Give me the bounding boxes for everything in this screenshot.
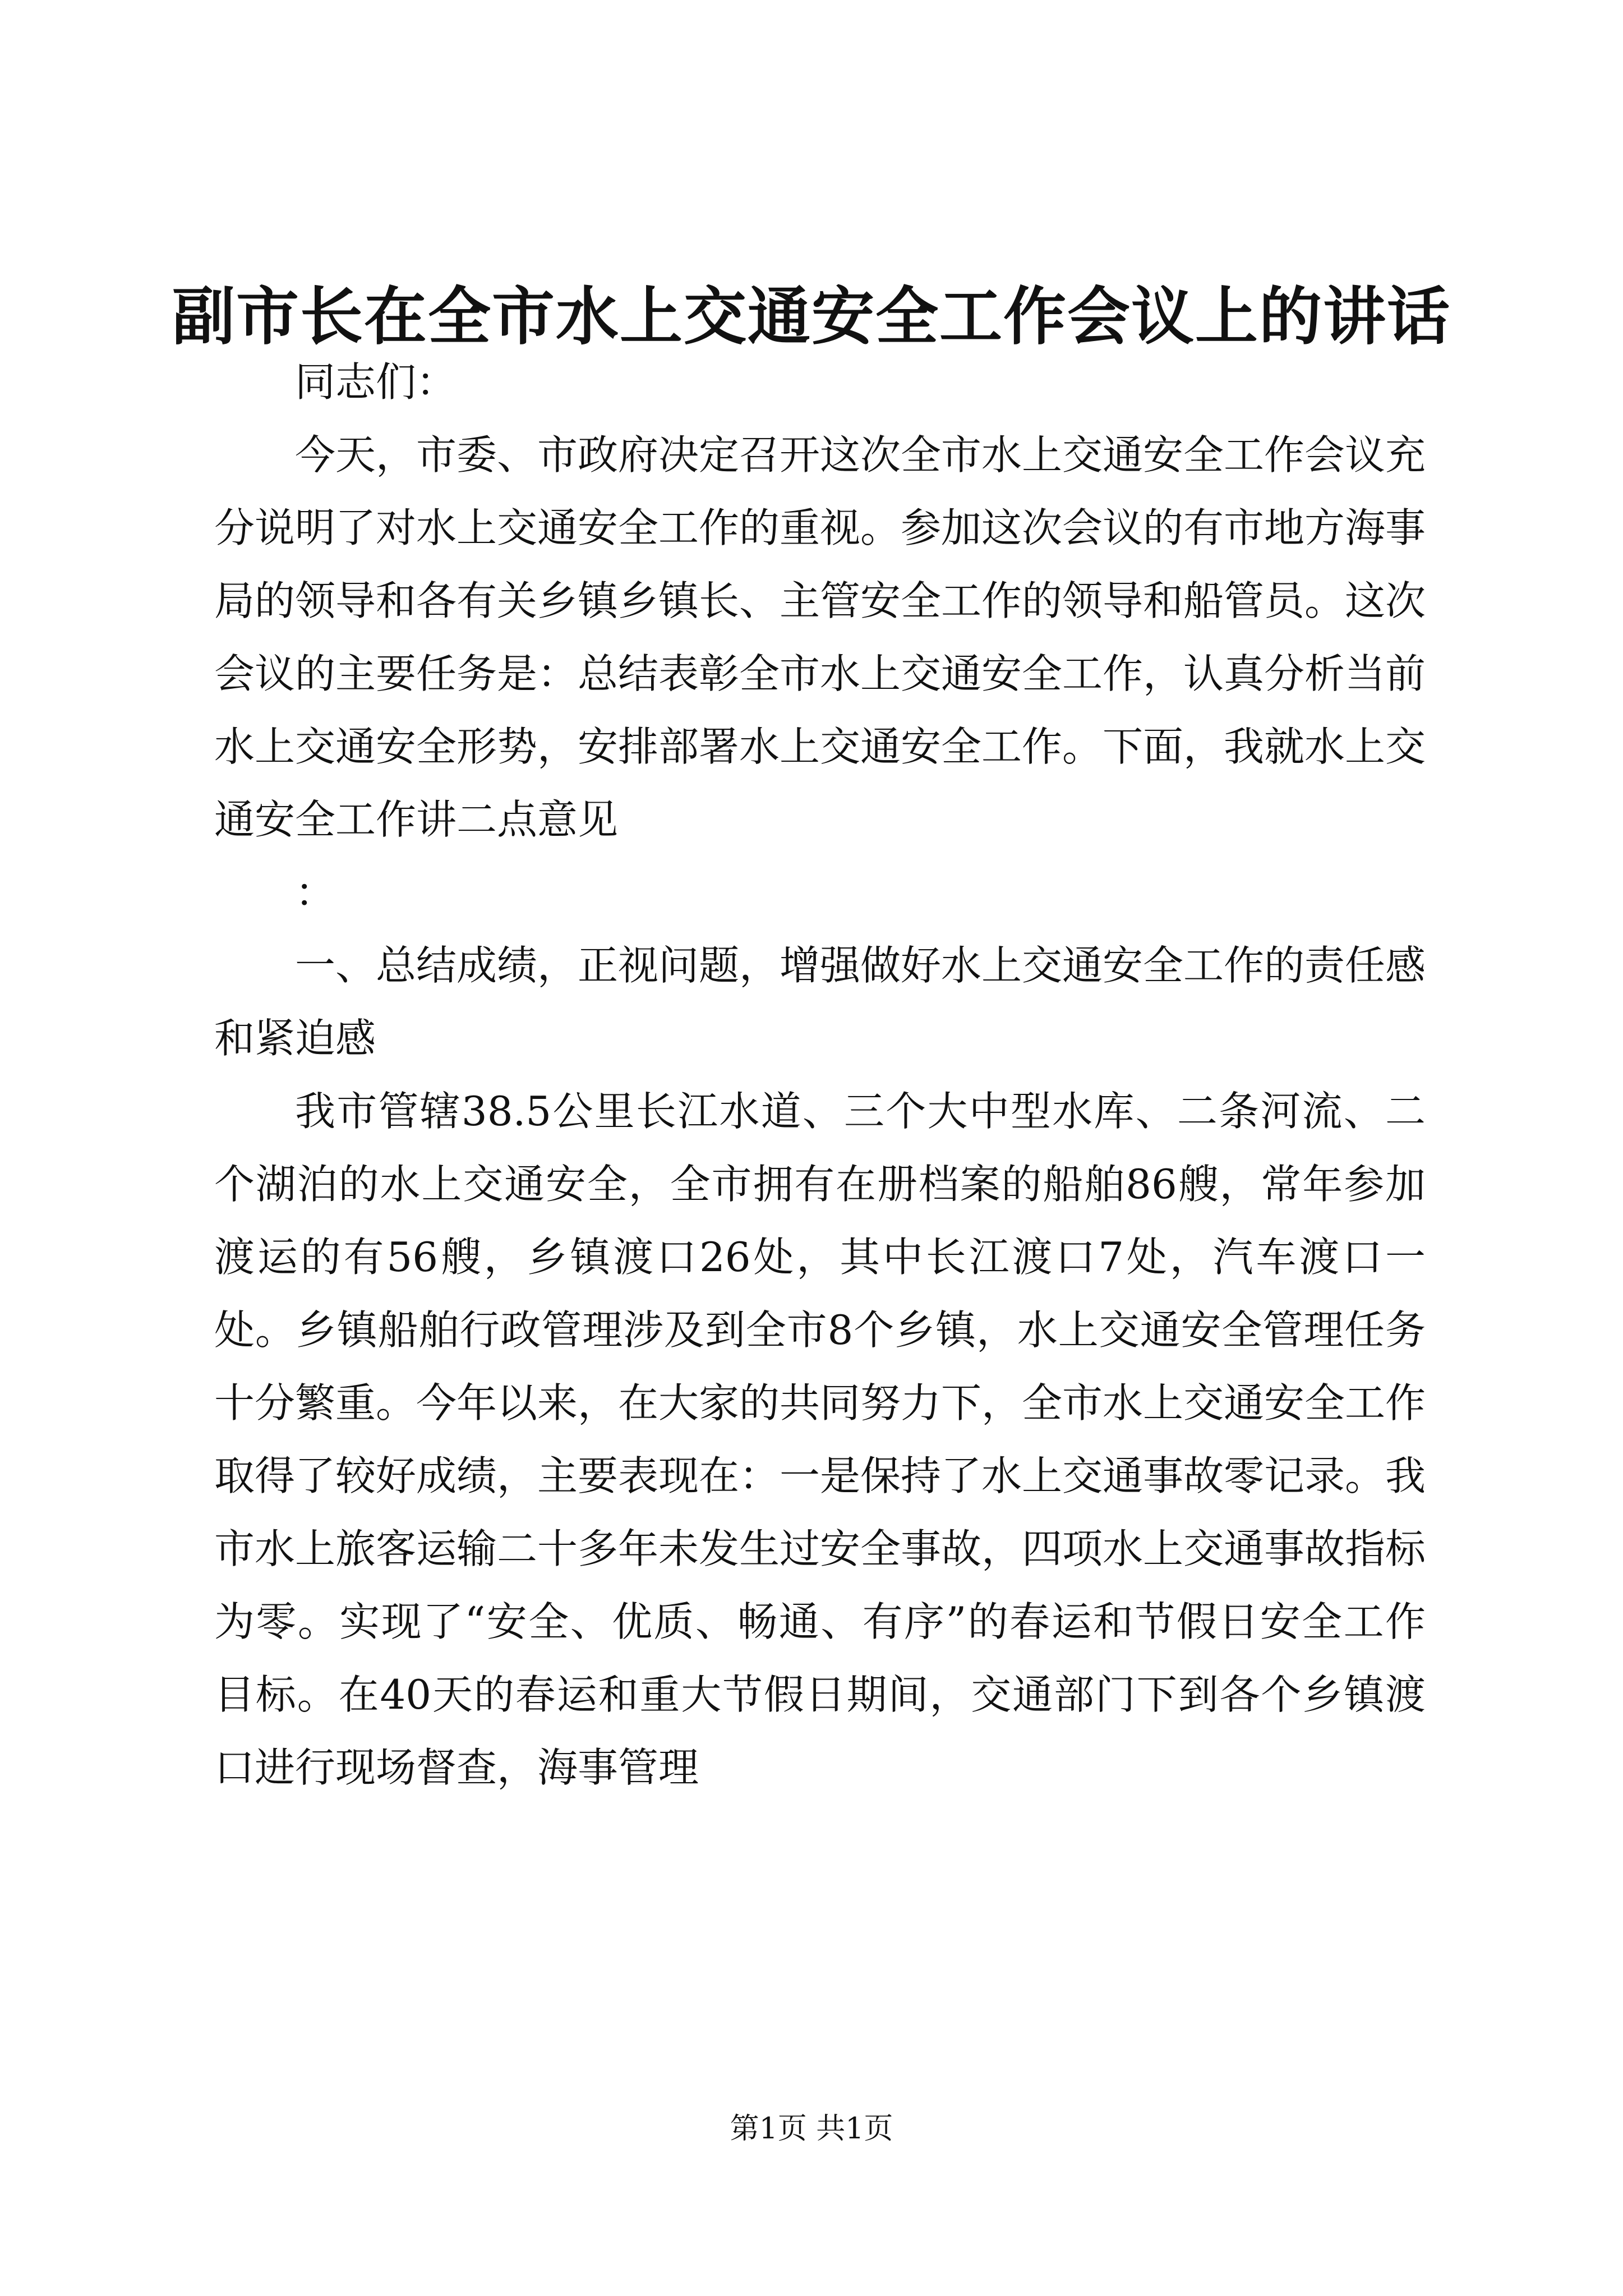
section-heading-one: 一、总结成绩，正视问题，增强做好水上交通安全工作的责任感和紧迫感 bbox=[214, 942, 1426, 1062]
achievements-paragraph: 我市管辖38.5公里长江水道、三个大中型水库、二条河流、二个湖泊的水上交通安全，全市拥有在册档案的船舶86艘，常年参加渡运的有56艘，乡镇渡口26处，其中长江渡口7处，汽车渡口一处。乡镇船舶行政管理涉及到全市8个乡镇，水上交通安全管理任务十分繁重。今年以来，在大家的共同努力下，全市水上交通安全工作取得了较好成绩，主要表现在：一是保持了水上交通事故零记录。我市水上旅客运输二十多年未发生过安全事故，四项水上交通事故指标为零。实现了“安全、优质、畅通、有序”的春运和节假日安全工作目标。在40天的春运和重大节假日期间，交通部门下到各个乡镇渡口进行现场督查，海事管理 bbox=[214, 1088, 1426, 1791]
page-number-footer: 第1页 共1页 bbox=[730, 2112, 893, 2146]
colon-line: ： bbox=[295, 869, 336, 916]
document-title: 副市长在全市水上交通安全工作会议上的讲话 bbox=[172, 280, 1451, 353]
intro-paragraph: 今天，市委、市政府决定召开这次全市水上交通安全工作会议充分说明了对水上交通安全工作的重视。参加这次会议的有市地方海事局的领导和各有关乡镇乡镇长、主管安全工作的领导和船管员。这次会议的主要任务是：总结表彰全市水上交通安全工作，认真分析当前水上交通安全形势，安排部署水上交通安全工作。下面，我就水上交通安全工作讲二点意见 bbox=[214, 431, 1426, 843]
salutation-paragraph: 同志们： bbox=[295, 358, 457, 406]
document-body bbox=[214, 346, 1426, 1804]
